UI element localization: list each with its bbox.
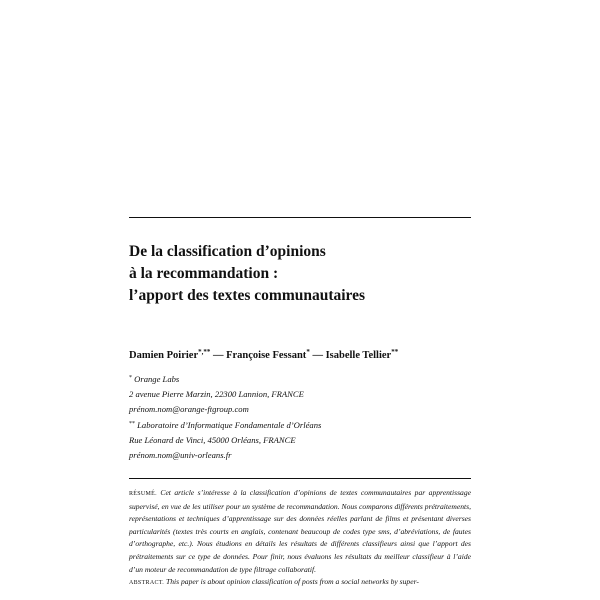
- affiliation-email: prénom.nom@orange-ftgroup.com: [129, 404, 249, 414]
- resume-label: RÉSUMÉ.: [129, 491, 157, 497]
- abstract-block: [129, 487, 471, 590]
- abstract-text: This paper is about opinion classification of posts from a social networks by super-: [166, 577, 419, 587]
- top-rule: [129, 217, 471, 218]
- author-name: Françoise Fessant: [226, 350, 307, 361]
- author-name: Isabelle Tellier: [325, 350, 392, 361]
- paper-title: [129, 241, 471, 307]
- author-mark: *,**: [198, 348, 211, 356]
- affiliation-address: 2 avenue Pierre Marzin, 22300 Lannion, FRANCE: [129, 389, 304, 399]
- abstract-paragraph: [129, 576, 471, 590]
- affiliation-mark: *: [129, 375, 132, 381]
- affiliation-org: Orange Labs: [134, 374, 180, 384]
- resume-paragraph: [129, 487, 471, 576]
- title-line-2: à la recommandation :: [129, 265, 279, 282]
- author-separator: —: [309, 350, 326, 361]
- title-line-1: De la classification d’opinions: [129, 243, 326, 260]
- author-mark: *: [306, 348, 310, 356]
- abstract-rule: [129, 478, 471, 479]
- author-mark: **: [391, 348, 399, 356]
- affiliation-org: Laboratoire d’Informatique Fondamentale d’Orléans: [137, 420, 322, 430]
- resume-text: Cet article s’intéresse à la classification d’opinions de textes communautaires par apprentissage supervisé, en vue de les utiliser pour un système de recommandation. Nous comparons différents prétraitements, représentations et techniques d’apprentissage sur des données réelles parlant de films et présentant diverses particularités (textes très courts en anglais, contenant beaucoup de codes type sms, d’abréviations, de fautes d’orthographe, etc.). Nous étudions en détails les résultats de différents classifieurs ainsi que l’apport des prétraitements sur ce type de données. Pour finir, nous évaluons les résultats du meilleur classifieur à l’aide d’un moteur de recommandation de type filtrage collaboratif.: [129, 488, 471, 574]
- title-line-3: l’apport des textes communautaires: [129, 287, 366, 304]
- affiliation-address: Rue Léonard de Vinci, 45000 Orléans, FRANCE: [129, 435, 296, 445]
- affiliation-lifo: [129, 417, 471, 463]
- affiliation-orange: [129, 371, 471, 417]
- author-name: Damien Poirier: [129, 350, 199, 361]
- author-separator: —: [210, 350, 227, 361]
- abstract-label: ABSTRACT.: [129, 580, 165, 587]
- author-list: [129, 345, 471, 363]
- affiliation-email: prénom.nom@univ-orleans.fr: [129, 450, 232, 460]
- affiliation-mark: **: [129, 421, 135, 427]
